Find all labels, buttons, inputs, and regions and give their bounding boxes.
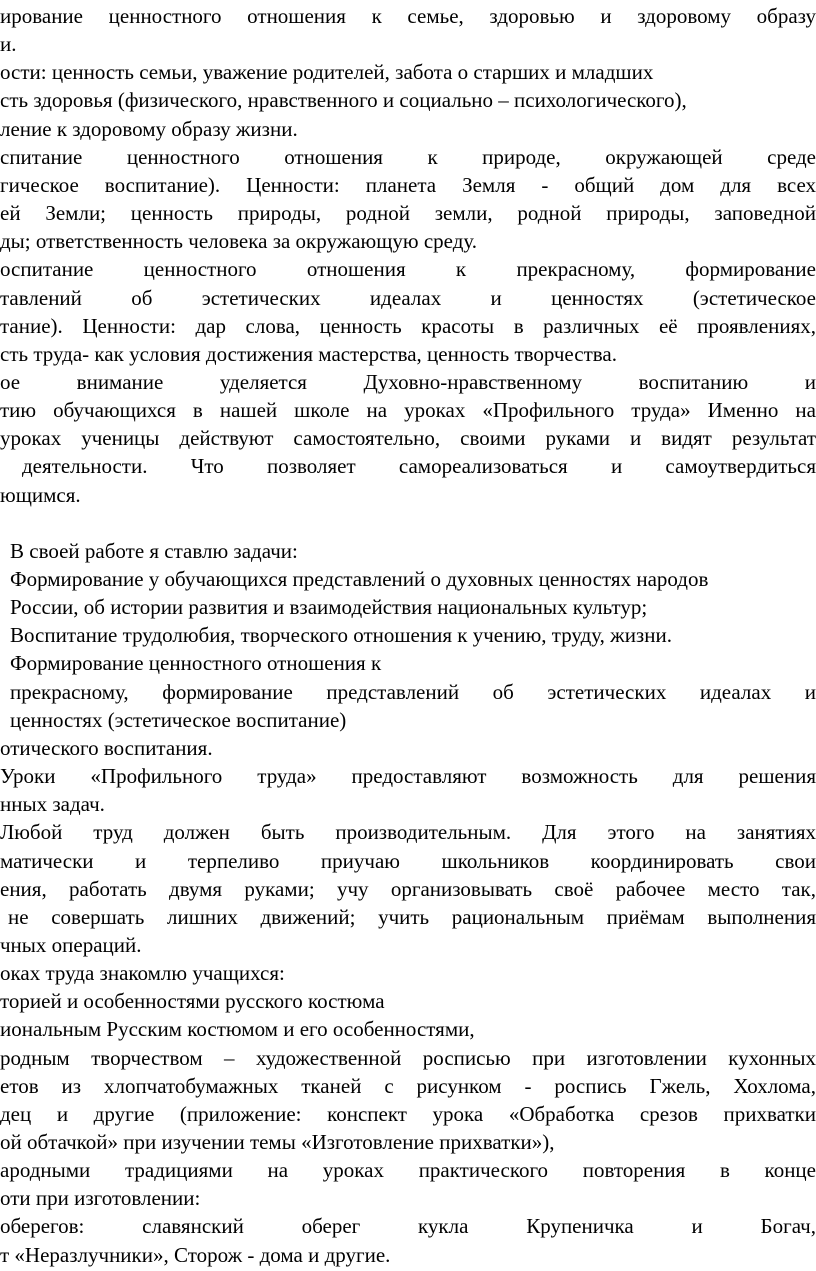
text-line: Воспитание трудолюбия, творческого отношения к учению, труду, жизни. (10, 623, 672, 648)
text-line: сть труда- как условия достижения мастерства, ценность творчества. (0, 341, 617, 366)
text-line: ценностях (эстетическое воспитание) (10, 707, 347, 732)
text-line: и. (0, 32, 17, 57)
text-line: етов из хлопчатобумажных тканей с рисунком - роспись Гжель, Хохлома, (0, 1073, 816, 1098)
text-line: гическое воспитание). Ценности: планета Земля - общий дом для всех (0, 172, 816, 197)
text-line: деятельности. Что позволяет самореализоваться и самоутвердиться (22, 454, 816, 479)
text-line: тание). Ценности: дар слова, ценность красоты в различных её проявлениях, (0, 313, 816, 338)
text-line: Формирование у обучающихся представлений о духовных ценностях народов (10, 567, 709, 591)
text-line: тавлений об эстетических идеалах и ценностях (эстетическое (0, 285, 816, 310)
text-line: Любой труд должен быть производительным. Для этого на занятиях (0, 820, 816, 845)
text-line: оспитание ценностного отношения к прекрасному, формирование (0, 257, 816, 282)
text-line: ющимся. (0, 482, 81, 507)
text-line: сть здоровья (физического, нравственного и социально – психологического), (0, 88, 687, 113)
text-line: матически и терпеливо приучаю школьников координировать свои (0, 848, 816, 873)
text-line: ения, работать двумя руками; учу организовывать своё рабочее место так, (0, 876, 816, 901)
text-line: оках труда знакомлю учащихся: (0, 961, 285, 986)
text-line: ей Земли; ценность природы, родной земли, родной природы, заповедной (0, 201, 816, 226)
text-line: спитание ценностного отношения к природе, окружающей среде (0, 144, 816, 169)
text-line: ды; ответственность человека за окружающую среду. (0, 229, 478, 254)
text-line: отического воспитания. (0, 735, 213, 760)
text-line: России, об истории развития и взаимодействия национальных культур; (10, 595, 648, 620)
text-line: оберегов: славянский оберег кукла Крупеничка и Богач, (0, 1214, 816, 1239)
text-line: Формирование ценностного отношения к (10, 651, 382, 676)
text-line: чных операций. (0, 932, 142, 957)
text-line: прекрасному, формирование представлений об эстетических идеалах и (10, 679, 816, 704)
text-line: ародными традициями на уроках практического повторения в конце (0, 1158, 816, 1183)
text-line: нных задач. (0, 792, 105, 817)
text-line: В своей работе я ставлю задачи: (10, 538, 298, 563)
text-line: оти при изготовлении: (0, 1186, 201, 1211)
text-line: ирование ценностного отношения к семье, здоровью и здоровому образу (0, 4, 816, 28)
text-line: торией и особенностями русского костюма (0, 989, 385, 1014)
text-line: не совершать лишних движений; учить рациональным приёмам выполнения (8, 904, 816, 929)
text-line: ление к здоровому образу жизни. (0, 116, 298, 141)
text-line: уроках ученицы действуют самостоятельно, своими руками и видят результат (0, 426, 816, 451)
text-line: дец и другие (приложение: конспект урока «Обработка срезов прихватки (0, 1101, 816, 1126)
text-line: ости: ценность семьи, уважение родителей, забота о старших и младших (0, 60, 654, 85)
text-line: тию обучающихся в нашей школе на уроках «Профильного труда» Именно на (0, 398, 816, 423)
text-line: Уроки «Профильного труда» предоставляют возможность для решения (0, 764, 816, 789)
text-line: т «Неразлучники», Сторож - дома и другие. (0, 1242, 391, 1267)
text-line: иональным Русским костюмом и его особенностями, (0, 1017, 475, 1042)
text-line: ое внимание уделяется Духовно-нравственному воспитанию и (0, 369, 816, 394)
text-line: ой обтачкой» при изучении темы «Изготовление прихватки»), (0, 1130, 555, 1154)
text-line: родным творчеством – художественной росписью при изготовлении кухонных (0, 1045, 816, 1070)
